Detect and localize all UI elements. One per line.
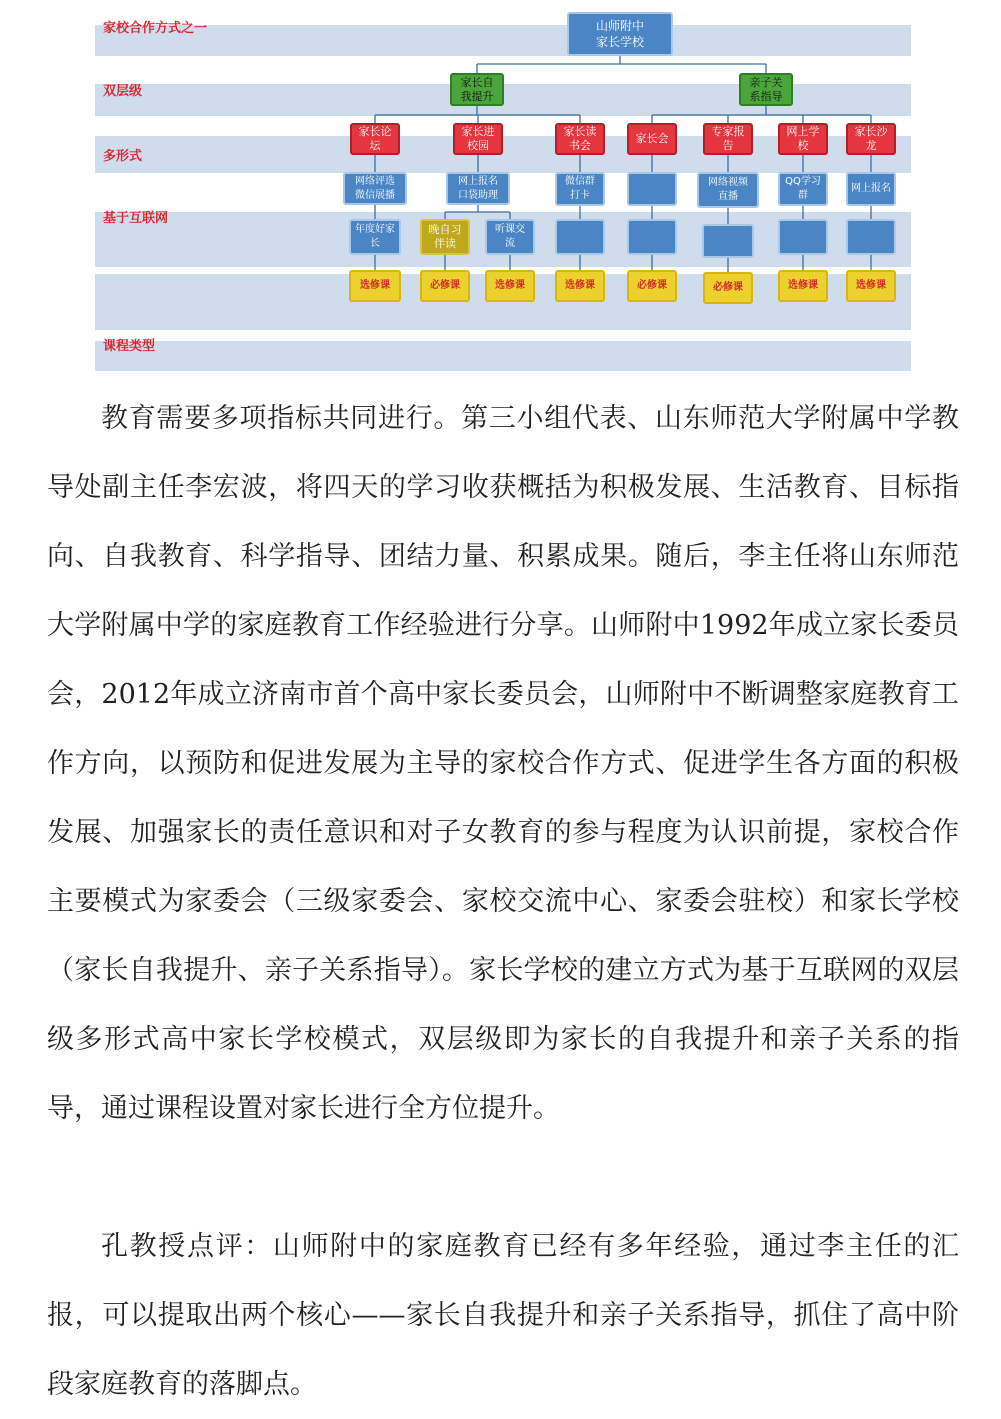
node-activity-7 bbox=[846, 219, 896, 255]
node-online-0: 网络评选 微信展播 bbox=[343, 172, 407, 205]
node-form-expert-report: 专家报 告 bbox=[703, 123, 753, 155]
node-online-2: 微信群 打卡 bbox=[555, 172, 605, 206]
node-form-online-school: 网上学 校 bbox=[778, 123, 828, 155]
node-activity-6 bbox=[778, 219, 828, 255]
node-parent-self-improvement: 家长自 我提升 bbox=[450, 73, 504, 106]
node-course-2: 选修课 bbox=[485, 270, 535, 302]
label-course: 课程类型 bbox=[103, 339, 156, 354]
label-double: 双层级 bbox=[103, 84, 143, 99]
article-paragraph-1: 教育需要多项指标共同进行。第三小组代表、山东师范大学附属中学教导处副主任李宏波，将四天的学习收获概括为积极发展、生活教育、目标指向、自我教育、科学指导、团结力量、积累成果。随后，李主任将山东师范大学附属中学的家庭教育工作经验进行分享。山师附中1992年成立家长委员会，2012年成立济南市首个高中家长委员会，山师附中不断调整家庭教育工作方向，以预防和促进发展为主导的家校合作方式、促进学生各方面的积极发展、加强家长的责任意识和对子女教育的参与程度为认识前提，家校合作主要模式为家委会（三级家委会、家校交流中心、家委会驻校）和家长学校（家长自我提升、亲子关系指导）。家长学校的建立方式为基于互联网的双层级多形式高中家长学校模式，双层级即为家长的自我提升和亲子关系的指导，通过课程设置对家长进行全方位提升。 bbox=[47, 403, 959, 1124]
node-activity-5 bbox=[702, 224, 754, 258]
node-form-parent-meeting: 家长会 bbox=[627, 123, 677, 155]
node-activity-1: 晚自习 伴读 bbox=[420, 219, 470, 255]
node-course-6: 选修课 bbox=[778, 270, 828, 302]
node-form-parents-on-campus: 家长进 校园 bbox=[453, 123, 503, 155]
node-form-parent-forum: 家长论 坛 bbox=[350, 123, 400, 155]
node-form-parent-salon: 家长沙 龙 bbox=[846, 123, 896, 155]
node-online-5: QQ学习 群 bbox=[778, 172, 828, 206]
label-internet: 基于互联网 bbox=[103, 211, 169, 226]
node-course-4: 必修课 bbox=[627, 270, 677, 302]
node-course-0: 选修课 bbox=[349, 270, 401, 302]
node-course-5: 必修课 bbox=[703, 272, 753, 304]
node-form-reading-club: 家长读 书会 bbox=[555, 123, 605, 155]
node-online-6: 网上报名 bbox=[846, 172, 896, 206]
node-course-1: 必修课 bbox=[420, 270, 470, 302]
label-multi: 多形式 bbox=[103, 149, 143, 164]
node-activity-3 bbox=[555, 219, 605, 255]
node-course-7: 选修课 bbox=[846, 270, 896, 302]
node-root-parent-school: 山师附中 家长学校 bbox=[567, 12, 673, 56]
org-chart-diagram bbox=[0, 0, 1001, 380]
node-activity-0: 年度好家 长 bbox=[349, 219, 401, 255]
node-online-4: 网络视频 直播 bbox=[697, 172, 759, 208]
node-activity-4 bbox=[627, 219, 677, 255]
node-online-3 bbox=[627, 172, 677, 206]
node-activity-2: 听课交 流 bbox=[485, 219, 535, 255]
node-parent-child-guidance: 亲子关 系指导 bbox=[739, 73, 793, 106]
label-mode: 家校合作方式之一 bbox=[103, 21, 208, 36]
node-online-1: 网上报名 口袋助理 bbox=[446, 172, 510, 205]
article-paragraph-2: 孔教授点评：山师附中的家庭教育已经有多年经验，通过李主任的汇报，可以提取出两个核心——家长自我提升和亲子关系指导，抓住了高中阶段家庭教育的落脚点。 bbox=[47, 1231, 959, 1400]
node-course-3: 选修课 bbox=[555, 270, 605, 302]
